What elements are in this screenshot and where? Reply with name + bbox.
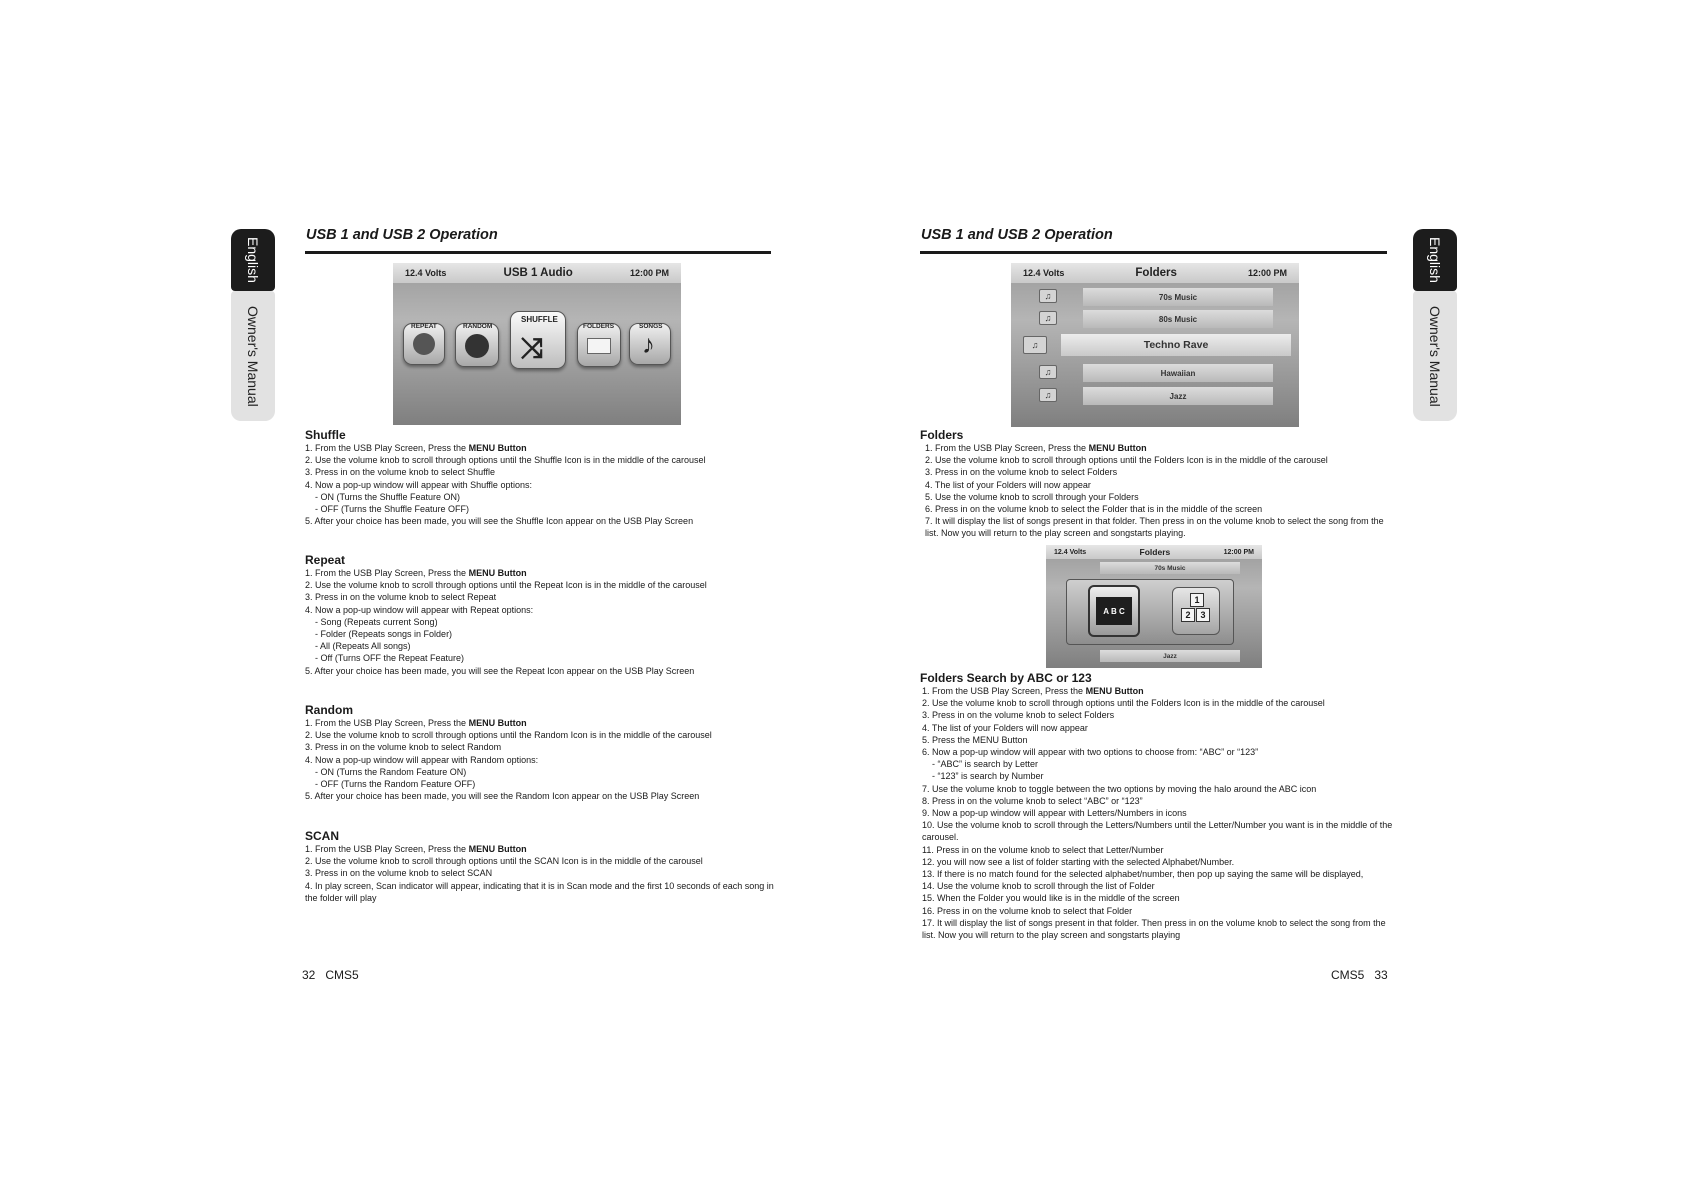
songs-icon: ♪ (629, 323, 671, 365)
list-item: 2. Use the volume knob to scroll through options until the Random Icon is in the middle of the carousel (305, 730, 712, 741)
list-item: - “ABC” is search by Letter (932, 759, 1039, 770)
repeat-heading: Repeat (305, 553, 346, 567)
number-block: 3 (1196, 608, 1210, 622)
folders-label: FOLDERS (583, 323, 615, 330)
language-side-tab-right (1413, 229, 1457, 421)
list-item: 9. Now a pop-up window will appear with Letters/Numbers in icons (922, 808, 1187, 819)
number-block: 1 (1190, 593, 1204, 607)
screen-status-bar (1011, 263, 1299, 283)
folder-music-icon: ♫ (1039, 289, 1057, 303)
list-item: 17. It will display the list of songs present in that folder. Then press in on the volume knob to select the song from the list. Now you will return to the play screen and songstarts playing (922, 917, 1386, 941)
screen-title: USB 1 Audio (503, 267, 573, 279)
list-item: 4. In play screen, Scan indicator will appear, indicating that it is in Scan mode and the first 10 seconds of each song in the folder will play (305, 880, 774, 903)
volts-readout: 12.4 Volts (405, 268, 447, 278)
list-item: 1. From the USB Play Screen, Press the MENU Button (305, 718, 527, 728)
list-item: 4. The list of your Folders will now appear (925, 479, 1091, 490)
songs-label: SONGS (639, 323, 663, 330)
folder-row: 70s Music (1083, 288, 1273, 306)
list-item: 3. Press in on the volume knob to select Repeat (305, 592, 497, 603)
english-tab: English (1413, 229, 1457, 291)
owners-manual-tab: Owner's Manual (1413, 291, 1457, 421)
shuffle-steps (305, 442, 706, 527)
list-item: 1. From the USB Play Screen, Press the MENU Button (305, 568, 527, 578)
random-heading: Random (305, 703, 353, 717)
folders-steps (925, 442, 1395, 540)
list-item: - “123” is search by Number (932, 771, 1044, 782)
folders-search-screen (1046, 545, 1262, 668)
list-item: 3. Press in on the volume knob to select Folders (925, 467, 1118, 478)
list-item: 10. Use the volume knob to scroll through the Letters/Numbers until the Letter/Number you want is in the middle of the carousel. (922, 820, 1393, 843)
owners-manual-tab: Owner's Manual (231, 291, 275, 421)
list-item: 3. Press in on the volume knob to select Folders (922, 710, 1115, 721)
list-item: 6. Now a pop-up window will appear with two options to choose from: “ABC” or “123” (922, 747, 1259, 758)
scan-heading: SCAN (305, 829, 340, 843)
list-item: 16. Press in on the volume knob to select that Folder (922, 905, 1133, 916)
screen-title: Folders (1139, 547, 1171, 557)
list-item: 5. After your choice has been made, you will see the Random Icon appear on the USB Play Screen (305, 791, 700, 802)
page-number-right: CMS5 33 (1331, 968, 1388, 982)
list-item: 4. The list of your Folders will now appear (922, 722, 1088, 733)
list-item: - ON (Turns the Shuffle Feature ON) (315, 491, 461, 502)
language-side-tab-left (231, 229, 275, 421)
usb-audio-screen (393, 263, 681, 425)
folder-row-selected: Techno Rave (1061, 334, 1291, 356)
folder-music-icon: ♫ (1039, 311, 1057, 325)
list-item: 3. Press in on the volume knob to select Random (305, 742, 502, 753)
volts-readout: 12.4 Volts (1023, 268, 1065, 278)
list-item: - Song (Repeats current Song) (315, 616, 438, 627)
list-item: 11. Press in on the volume knob to select that Letter/Number (922, 844, 1164, 855)
screen-status-bar (1046, 545, 1262, 559)
list-item: 5. After your choice has been made, you will see the Shuffle Icon appear on the USB Play Screen (305, 516, 694, 527)
list-item: - OFF (Turns the Shuffle Feature OFF) (315, 504, 470, 515)
list-item: 1. From the USB Play Screen, Press the MENU Button (922, 686, 1144, 696)
list-item: - Folder (Repeats songs in Folder) (315, 629, 453, 640)
screen-status-bar (393, 263, 681, 283)
abc-label: A B C (1096, 597, 1132, 625)
random-steps (305, 717, 712, 802)
list-item: 8. Press in on the volume knob to select “ABC” or “123” (922, 795, 1143, 806)
scan-steps (305, 843, 775, 904)
shuffle-heading: Shuffle (305, 428, 346, 442)
list-item: 4. Now a pop-up window will appear with Shuffle options: (305, 479, 532, 490)
list-item: 2. Use the volume knob to scroll through options until the Shuffle Icon is in the middle of the carousel (305, 455, 706, 466)
list-item: 12. you will now see a list of folder starting with the selected Alphabet/Number. (922, 856, 1235, 867)
folder-music-icon: ♫ (1023, 336, 1047, 354)
list-item: 2. Use the volume knob to scroll through options until the Folders Icon is in the middle of the carousel (925, 455, 1328, 466)
search-steps (922, 685, 1400, 941)
number-block: 2 (1181, 608, 1195, 622)
title-rule-left (305, 251, 771, 254)
list-item: - OFF (Turns the Random Feature OFF) (315, 779, 476, 790)
list-item: 3. Press in on the volume knob to select SCAN (305, 868, 493, 879)
search-heading: Folders Search by ABC or 123 (920, 671, 1092, 685)
list-item: 14. Use the volume knob to scroll through the list of Folder (922, 881, 1155, 892)
list-item: 4. Now a pop-up window will appear with Random options: (305, 754, 539, 765)
list-item: 5. Use the volume knob to scroll through your Folders (925, 491, 1139, 502)
abc-option (1088, 585, 1140, 637)
random-label: RANDOM (463, 323, 493, 330)
folder-row: Hawaiian (1083, 364, 1273, 382)
page-number-left: 32 CMS5 (302, 968, 359, 982)
list-item: 15. When the Folder you would like is in the middle of the screen (922, 893, 1180, 904)
list-item: 5. Press the MENU Button (922, 734, 1028, 745)
list-item: 6. Press in on the volume knob to select the Folder that is in the middle of the screen (925, 504, 1263, 515)
section-title-right: USB 1 and USB 2 Operation (921, 227, 1113, 243)
clock-readout: 12:00 PM (1223, 548, 1254, 556)
list-item: - All (Repeats All songs) (315, 641, 411, 652)
section-title-left: USB 1 and USB 2 Operation (306, 227, 498, 243)
number-option (1172, 587, 1220, 635)
folders-screen (1011, 263, 1299, 427)
list-item: 1. From the USB Play Screen, Press the MENU Button (305, 844, 527, 854)
list-item: 1. From the USB Play Screen, Press the MENU Button (305, 443, 527, 453)
folders-heading: Folders (920, 428, 964, 442)
clock-readout: 12:00 PM (629, 268, 669, 278)
repeat-label: REPEAT (411, 323, 437, 330)
list-item: 7. It will display the list of songs present in that folder. Then press in on the volume knob to select the song from the list. Now you will return to the play screen and songstarts playing. (925, 516, 1384, 539)
folder-row: 70s Music (1100, 562, 1240, 574)
folder-row: Jazz (1083, 387, 1273, 405)
repeat-steps (305, 567, 707, 677)
clock-readout: 12:00 PM (1247, 268, 1287, 278)
list-item: 13. If there is no match found for the selected alphabet/number, then pop up saying the same will be displayed, (922, 869, 1364, 880)
folder-row: 80s Music (1083, 310, 1273, 328)
list-item: 1. From the USB Play Screen, Press the MENU Button (925, 443, 1147, 453)
folder-music-icon: ♫ (1039, 388, 1057, 402)
screen-title: Folders (1135, 267, 1177, 279)
list-item: 5. After your choice has been made, you will see the Repeat Icon appear on the USB Play Screen (305, 665, 695, 676)
shuffle-label: SHUFFLE (521, 315, 558, 324)
english-tab: English (231, 229, 275, 291)
list-item: 2. Use the volume knob to scroll through options until the SCAN Icon is in the middle of the carousel (305, 856, 703, 867)
list-item: 3. Press in on the volume knob to select Shuffle (305, 467, 495, 478)
folder-music-icon: ♫ (1039, 365, 1057, 379)
title-rule-right (920, 251, 1387, 254)
list-item: - Off (Turns OFF the Repeat Feature) (315, 653, 465, 664)
list-item: - ON (Turns the Random Feature ON) (315, 766, 467, 777)
list-item: 2. Use the volume knob to scroll through options until the Repeat Icon is in the middle of the carousel (305, 580, 707, 591)
folder-row: Jazz (1100, 650, 1240, 662)
volts-readout: 12.4 Volts (1054, 548, 1087, 556)
list-item: 7. Use the volume knob to toggle between the two options by moving the halo around the ABC icon (922, 783, 1317, 794)
list-item: 2. Use the volume knob to scroll through options until the Folders Icon is in the middle of the carousel (922, 698, 1325, 709)
list-item: 4. Now a pop-up window will appear with Repeat options: (305, 604, 534, 615)
shuffle-icon: ⤨ (510, 311, 566, 369)
